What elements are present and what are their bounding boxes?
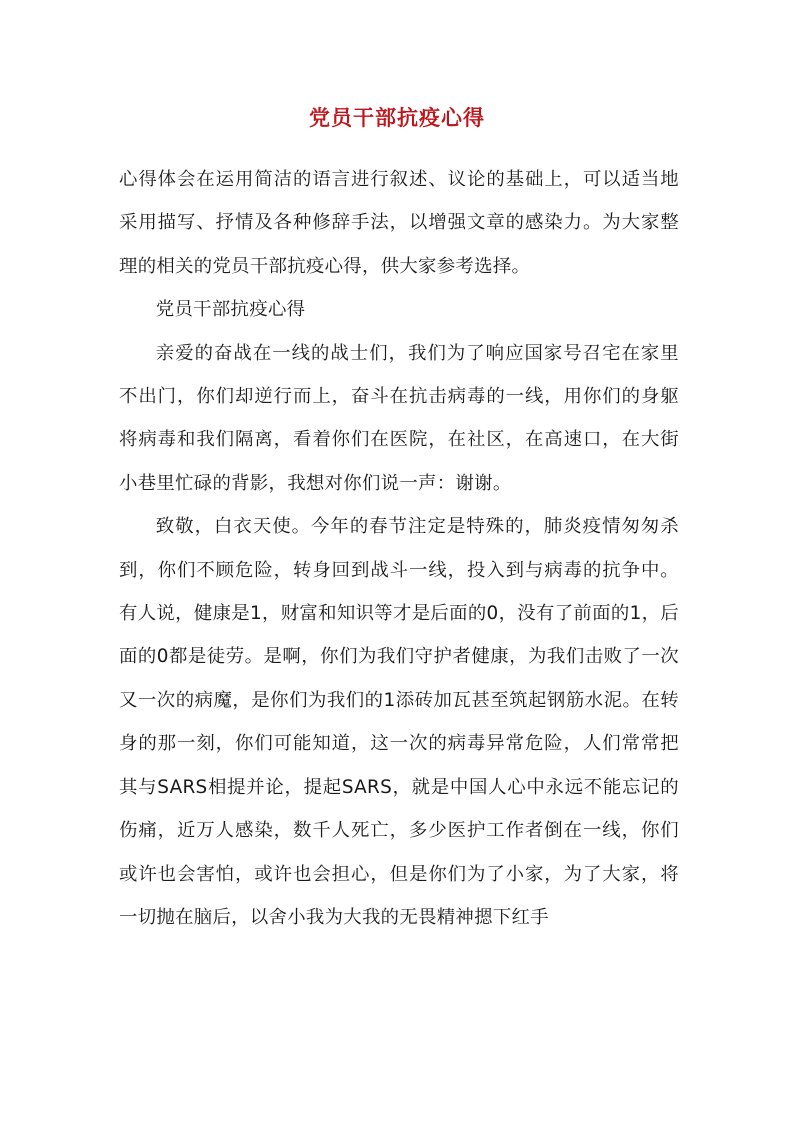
document-body [119,158,679,939]
section-heading: 党员干部抗疫心得 [155,299,306,321]
intro-paragraph: 心得体会在运用简洁的语言进行叙述、议论的基础上，可以适当地采用描写、抒情及各种修辞手法，以增强文章的感染力。为大家整理的相关的党员干部抗疫心得，供大家参考选择。 [119,169,679,277]
body-paragraph: 致敬，白衣天使。今年的春节注定是特殊的，肺炎疫情匆匆杀到，你们不顾危险，转身回到战斗一线，投入到与病毒的抗争中。有人说，健康是1，财富和知识等才是后面的0，没有了前面的1，后面的0都是徒劳。是啊，你们为我们守护者健康，为我们击败了一次又一次的病魔，是你们为我们的1添砖加瓦甚至筑起钢筋水泥。在转身的那一刻，你们可能知道，这一次的病毒异常危险，人们常常把其与SARS相提并论，提起SARS，就是中国人心中永远不能忘记的伤痛，近万人感染，数千人死亡，多少医护工作者倒在一线，你们或许也会害怕，或许也会担心，但是你们为了小家，为了大家，将一切抛在脑后，以舍小我为大我的无畏精神摁下红手 [119,516,679,928]
body-paragraph: 亲爱的奋战在一线的战士们，我们为了响应国家号召宅在家里不出门，你们却逆行而上，奋斗在抗击病毒的一线，用你们的身躯将病毒和我们隔离，看着你们在医院，在社区，在高速口，在大街小巷里忙碌的背影，我想对你们说一声：谢谢。 [119,342,679,494]
document-title: 党员干部抗疫心得 [309,105,485,130]
